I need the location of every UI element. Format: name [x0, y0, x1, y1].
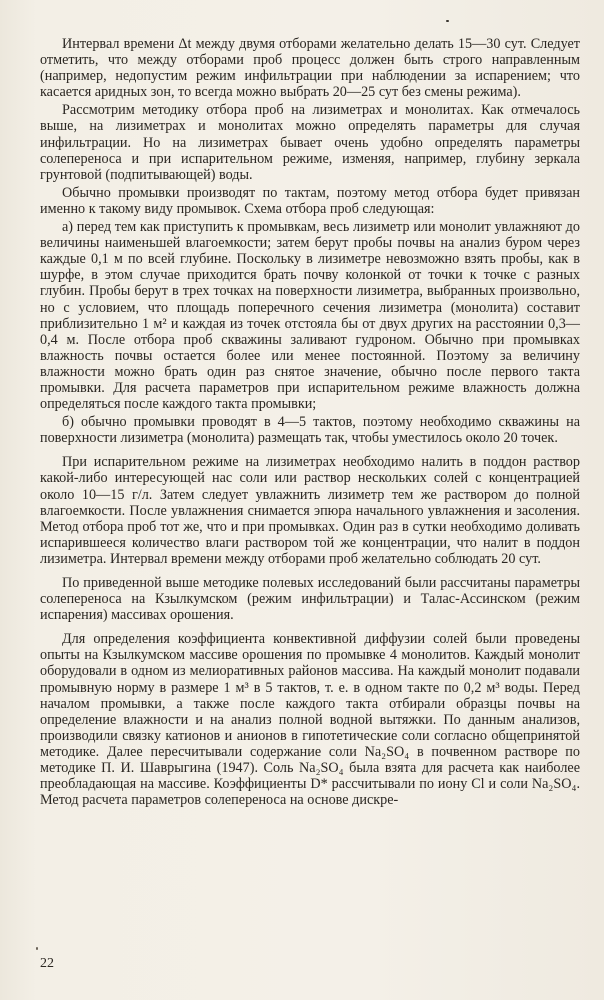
paragraph-step-b: б) обычно промывки проводят в 4—5 тактов, поэтому необходимо скважины на поверхности лизиметра (монолита) размещать так, чтобы уместилось около 20 точек.	[40, 414, 580, 447]
paragraph-evaporation-regime: При испарительном режиме на лизиметрах необходимо налить в поддон раствор какой-либо интересующей нас соли или раствор нескольких солей с концентрацией около 10—15 г/л. Затем следует увлажнить лизиметр тем же раствором до полной влагоемкости. После увлажнения снимается эпюра начального увлажнения и засоления. Метод отбора проб тот же, что и при промывках. Один раз в сутки необходимо доливать испарившееся количество влаги раствором той же концентрации, что налит в поддон лизиметра. Интервал времени между отборами проб желательно соблюдать 20 сут.	[40, 454, 580, 567]
paragraph-lysimeter-method: Рассмотрим методику отбора проб на лизиметрах и монолитах. Как отмечалось выше, на лизиметрах и монолитах можно определять параметры для случая инфильтрации. Но на лизиметрах бывает очень удобно определять параметры солепереноса и при испарительном режиме, изменяя, например, глубину зеркала грунтовой (подпитывающей) воды.	[40, 102, 580, 183]
print-speck	[446, 20, 449, 22]
paragraph-diffusion-coefficient: Для определения коэффициента конвективной диффузии солей были проведены опыты на Кзылкумском массиве орошения по промывке 4 монолитов. Каждый монолит оборудовали в одном из мелиоративных районов массива. На каждый монолит подавали промывную норму в размере 1 м³ в 5 тактов, т. е. в одном такте по 0,2 м³ воды. Перед началом промывки, а также после каждого такта отбирали образцы почвы на определение влажности и на анализ полной водной вытяжки. По данным анализов, производили связку катионов и анионов в гипотетические соли согласно общепринятой методике. Далее пересчитывали содержание соли Na₂SO₄ в почвенном растворе по методике П. И. Шаврыгина (1947). Соль Na₂SO₄ была взята для расчета как наиболее преобладающая на массиве. Коэффициенты D* рассчитывали по иону Cl и соли Na₂SO₄. Метод расчета параметров солепереноса на основе дискре-	[40, 631, 580, 809]
paragraph-calculated-params: По приведенной выше методике полевых исследований были рассчитаны параметры солепереноса на Кзылкумском (режим инфильтрации) и Талас-Ассинском (режим испарения) массивах орошения.	[40, 575, 580, 624]
page-number: 22	[40, 956, 54, 971]
print-speck	[36, 947, 38, 950]
paragraph-step-a: а) перед тем как приступить к промывкам, весь лизиметр или монолит увлажняют до величины наименьшей влагоемкости; затем берут пробы почвы на анализ буром через каждые 0,1 м по всей глубине. Поскольку в лизиметре невозможно взять пробы, как в шурфе, в этом случае приходится брать почву колонкой от точки к точке с разных глубин. Пробы берут в трех точках на поверхности лизиметра, выбранных произвольно, но с условием, что площадь поперечного сечения лизиметра (монолита) составит приблизительно 1 м² и каждая из точек отстояла бы от двух других на расстоянии 0,3—0,4 м. После отбора проб скважины заливают гудроном. Обычно при промывках влажность почвы остается более или менее постоянной. Поэтому за величину влажности можно брать один раз снятое значение, обычно после первого такта промывки. Для расчета параметров при испарительном режиме влажность должна определяться после каждого такта промывки;	[40, 219, 580, 413]
body-text	[40, 36, 580, 808]
paragraph-washing-cycles: Обычно промывки производят по тактам, поэтому метод отбора будет привязан именно к такому виду промывок. Схема отбора проб следующая:	[40, 184, 580, 217]
paragraph-interval: Интервал времени Δt между двумя отборами желательно делать 15—30 сут. Следует отметить, что между отборами проб процесс должен быть строго направленным (например, недопустим режим инфильтрации при наблюдении за испарением; что касается аридных зон, то всегда можно выбрать 20—25 сут без смены режима).	[40, 36, 580, 101]
